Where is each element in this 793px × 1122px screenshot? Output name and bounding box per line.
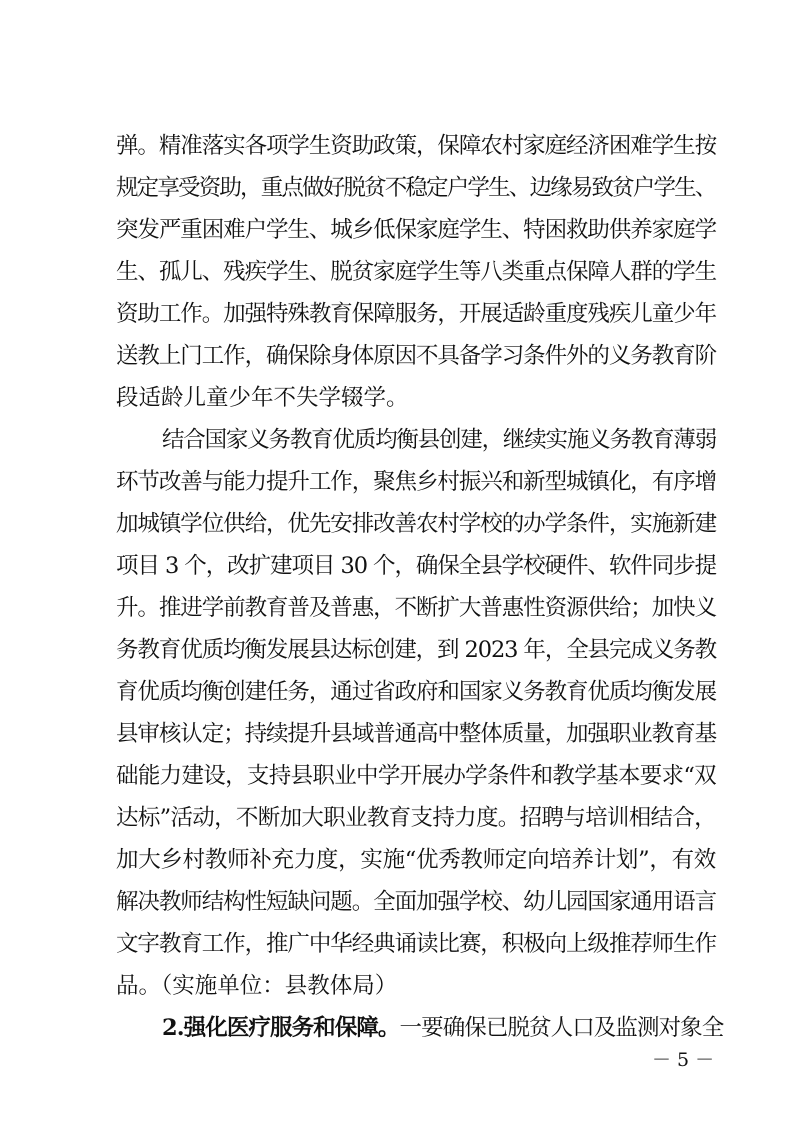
paragraph-1-line-2: 规定享受资助，重点做好脱贫不稳定户学生、边缘易致贫户学生、 [116,175,716,201]
paragraph-1-line-4: 生、孤儿、残疾学生、脱贫家庭学生等八类重点保障人群的学生 [116,259,717,285]
paragraph-2-line-8: 县审核认定；持续提升县域普通高中整体质量，加强职业教育基 [116,721,717,747]
paragraph-1-line-7: 段适龄儿童少年不失学辍学。 [116,385,409,411]
paragraph-2-line-13: 文字教育工作，推广中华经典诵读比赛，积极向上级推荐师生作 [116,931,717,957]
paragraph-3-line-1 [162,1012,724,1044]
paragraph-2-line-12: 解决教师结构性短缺问题。全面加强学校、幼儿园国家通用语言 [116,889,717,915]
section-heading: 2.强化医疗服务和保障。 [162,1015,400,1041]
paragraph-2-line-14: 品。（实施单位：县教体局） [116,973,398,999]
paragraph-1-line-1: 弹。精准落实各项学生资助政策，保障农村家庭经济困难学生按 [116,133,717,159]
paragraph-2-line-5: 升。推进学前教育普及普惠，不断扩大普惠性资源供给；加快义 [116,595,717,621]
paragraph-2-line-1: 结合国家义务教育优质均衡县创建，继续实施义务教育薄弱 [162,427,717,453]
paragraph-2-line-4: 项目 3 个，改扩建项目 30 个，确保全县学校硬件、软件同步提 [116,553,717,579]
paragraph-2-line-6: 务教育优质均衡发展县达标创建，到 2023 年，全县完成义务教 [116,637,717,663]
paragraph-2-line-10: 达标”活动，不断加大职业教育支持力度。招聘与培训相结合， [116,805,717,831]
paragraph-2-line-9: 础能力建设，支持县职业中学开展办学条件和教学基本要求“双 [116,763,717,789]
paragraph-1-line-5: 资助工作。加强特殊教育保障服务，开展适龄重度残疾儿童少年 [116,301,717,327]
page-number: － 5 － [652,1049,715,1071]
paragraph-2-line-2: 环节改善与能力提升工作，聚焦乡村振兴和新型城镇化，有序增 [116,469,717,495]
paragraph-2-line-3: 加城镇学位供给，优先安排改善农村学校的办学条件，实施新建 [116,511,717,537]
paragraph-2-line-11: 加大乡村教师补充力度，实施“优秀教师定向培养计划”，有效 [116,847,717,873]
paragraph-2-line-7: 育优质均衡创建任务，通过省政府和国家义务教育优质均衡发展 [116,679,717,705]
section-text: 一要确保已脱贫人口及监测对象全 [399,1015,724,1041]
paragraph-1-line-6: 送教上门工作，确保除身体原因不具备学习条件外的义务教育阶 [116,343,717,369]
paragraph-1-line-3: 突发严重困难户学生、城乡低保家庭学生、特困救助供养家庭学 [116,217,717,243]
